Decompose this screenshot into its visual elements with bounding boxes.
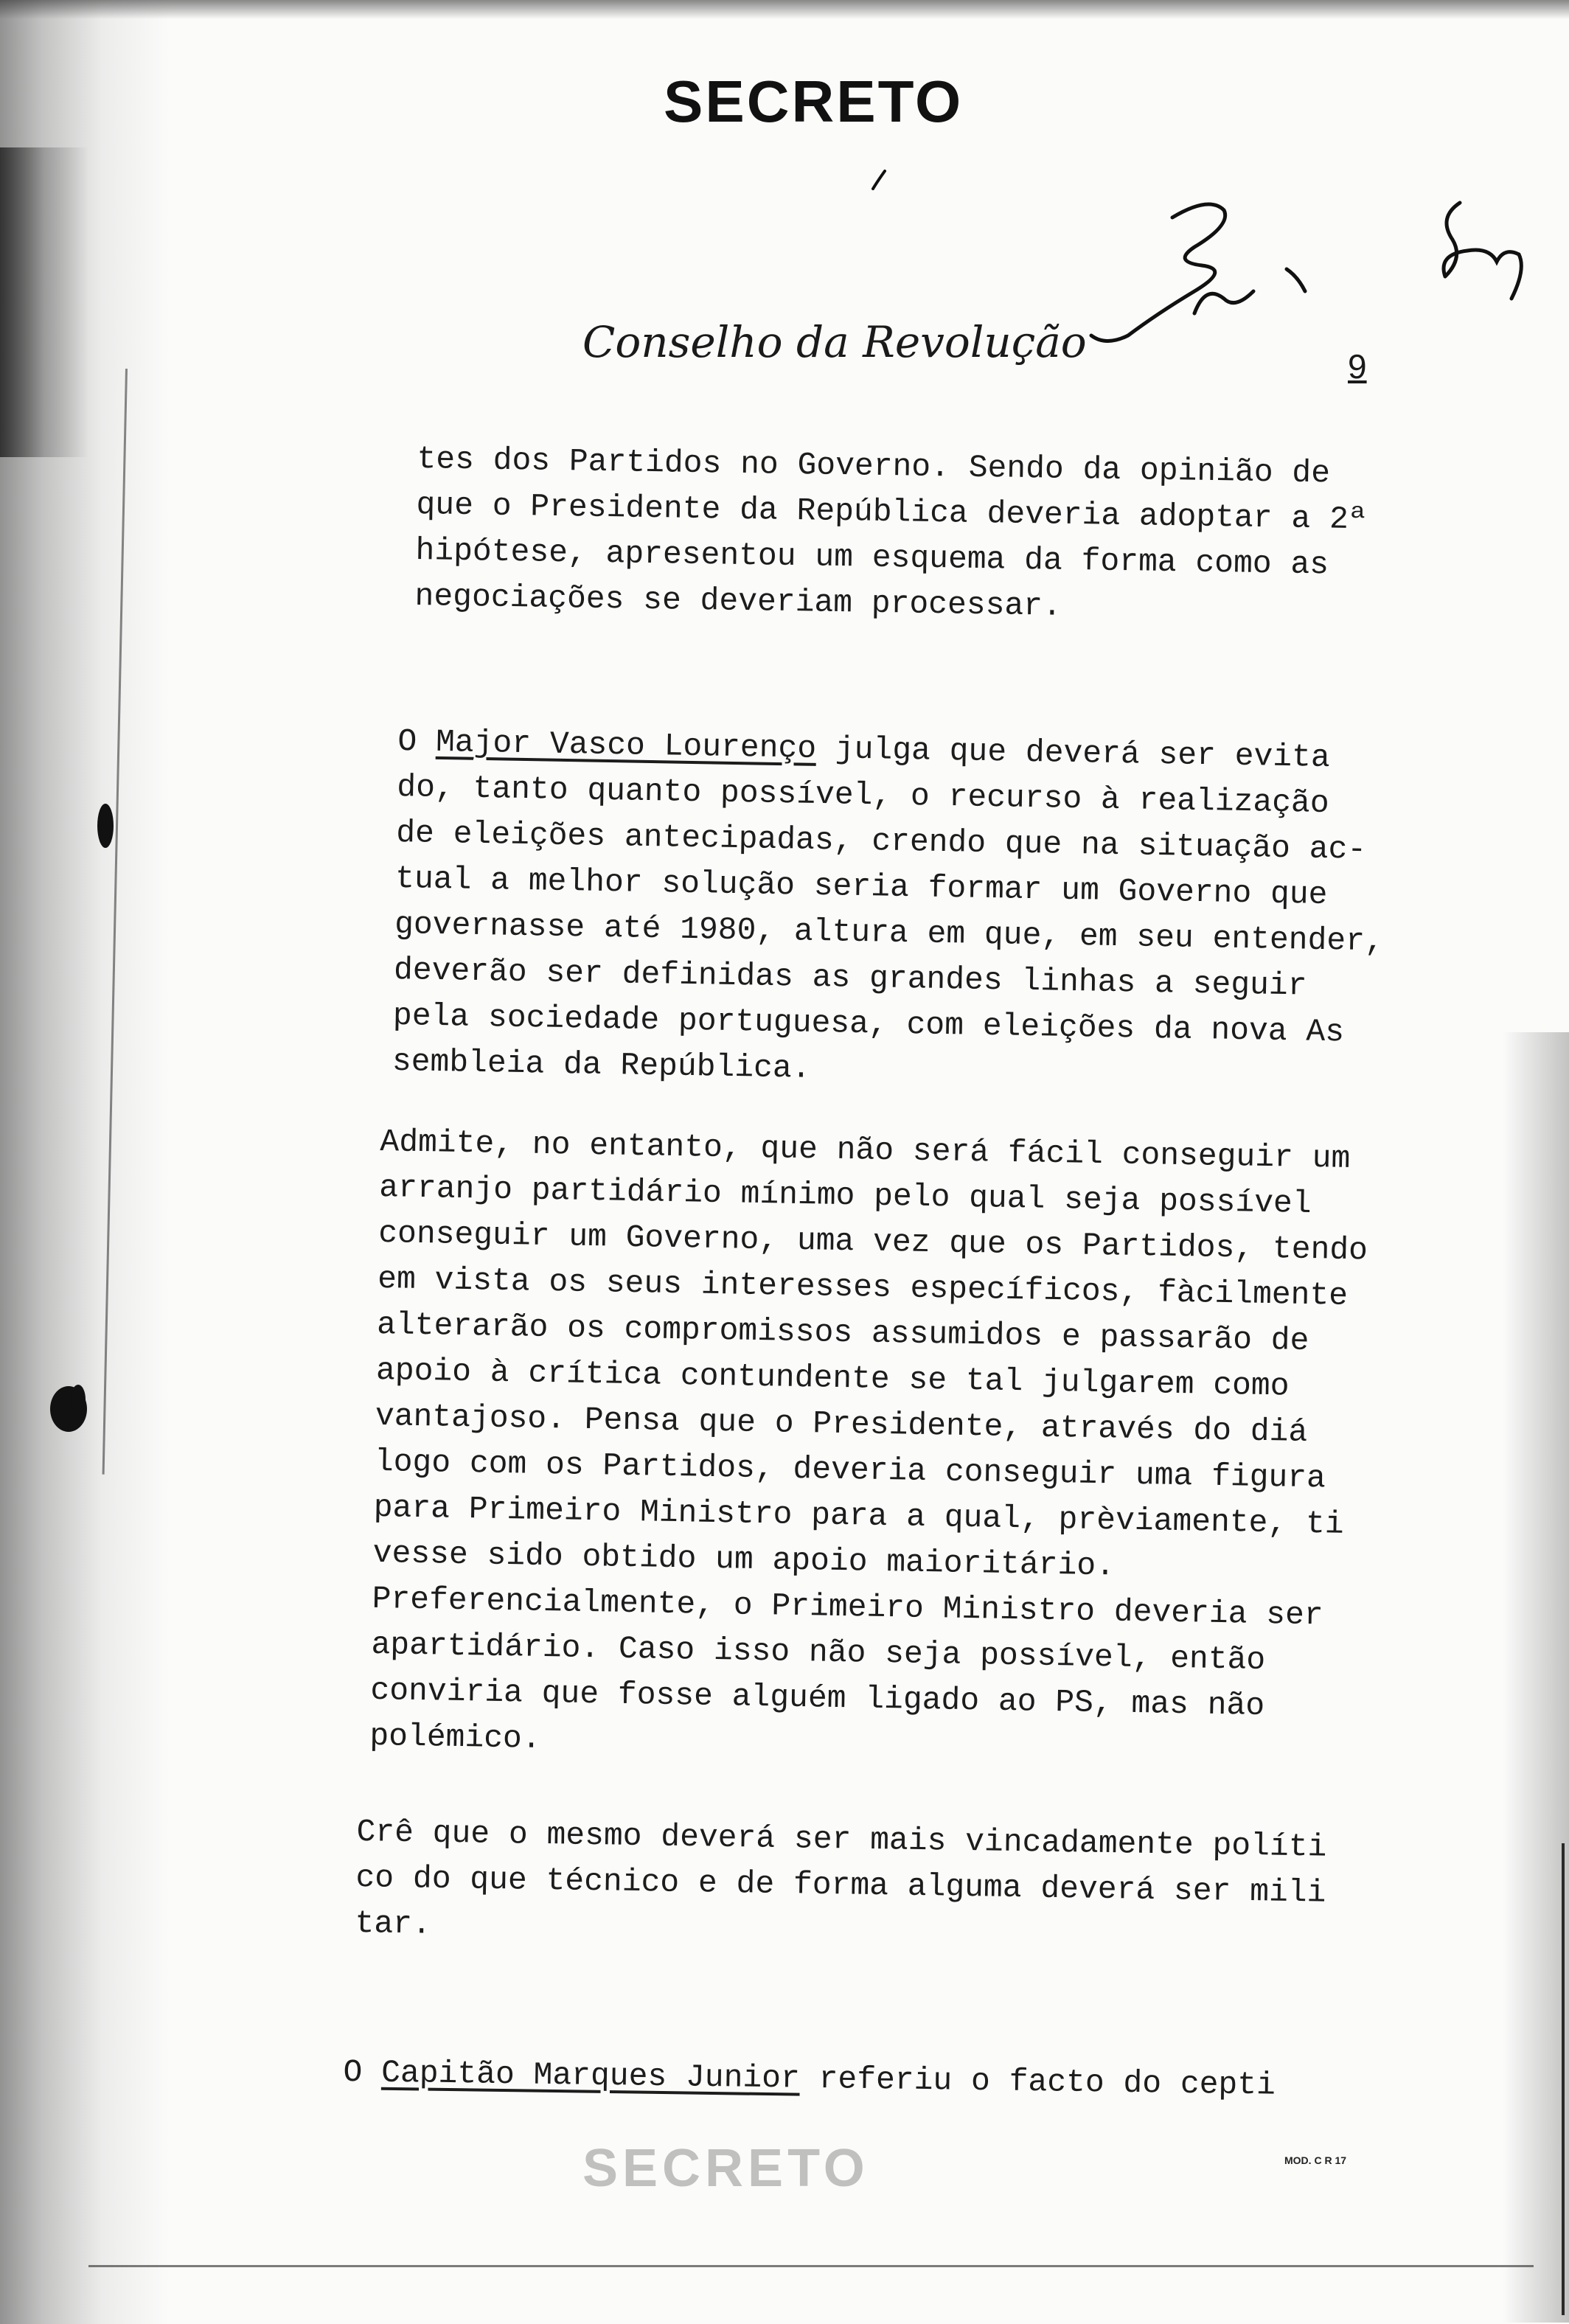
- page-number: 9: [1348, 347, 1367, 386]
- handwritten-initials: [1408, 188, 1534, 306]
- paragraph-cre: [355, 1809, 1327, 1962]
- text-fragment: O: [397, 723, 436, 760]
- text-fragment: julga que deverá ser evita: [815, 730, 1331, 776]
- form-code: MOD. C R 17: [1284, 2154, 1347, 2166]
- speaker-name: Major Vasco Lourenço: [435, 723, 817, 767]
- paragraph-major-vasco-lourenco: [392, 719, 1387, 1102]
- pen-tick-icon: [870, 168, 888, 190]
- photocopy-edge-right: [1503, 1032, 1569, 2323]
- classification-stamp-bottom: SECRETO: [582, 2139, 869, 2198]
- text-line: alterarão os compromissos assumidos e passarão de: [376, 1306, 1309, 1360]
- paragraph-capitao-marques-junior: [343, 2050, 1276, 2109]
- text-line: do, tanto quanto possível, o recurso à realização: [396, 768, 1330, 822]
- text-line: Admite, no entanto, que não será fácil conseguir um: [380, 1123, 1351, 1177]
- text-line: apoio à crítica contundente se tal julgarem como: [375, 1351, 1290, 1405]
- speaker-name: Capitão Marques Junior: [380, 2054, 801, 2097]
- ink-blot: [97, 804, 114, 848]
- text-line: [343, 2050, 1276, 2109]
- text-line: pela sociedade portuguesa, com eleições da nova As: [392, 997, 1345, 1051]
- ink-blot: [71, 1385, 86, 1414]
- text-line: deverão ser definidas as grandes linhas a seguir: [393, 951, 1307, 1004]
- text-line: conviria que fosse alguém ligado ao PS, mas não: [370, 1671, 1265, 1725]
- paragraph-continuation: [414, 436, 1368, 634]
- text-line: logo com os Partidos, deveria conseguir uma figura: [374, 1443, 1326, 1497]
- text-line: negociações se deveriam processar.: [414, 577, 1062, 625]
- text-line: apartidário. Caso isso não seja possível, então: [371, 1626, 1266, 1679]
- text-line: conseguir um Governo, uma vez que os Partidos, tendo: [378, 1214, 1368, 1269]
- text-line: arranjo partidário mínimo pelo qual seja possível: [378, 1169, 1312, 1222]
- page-border-bottom: [88, 2265, 1534, 2267]
- photocopy-shadow: [0, 147, 88, 457]
- text-line: tar.: [355, 1904, 432, 1943]
- text-line: vesse sido obtido um apoio maioritário.: [372, 1534, 1116, 1584]
- photocopy-edge-top: [0, 0, 1569, 19]
- text-line: governasse até 1980, altura em que, em seu entender,: [394, 905, 1385, 960]
- text-line: sembleia da República.: [392, 1043, 811, 1087]
- classification-stamp-top: SECRETO: [664, 69, 964, 134]
- text-line: para Primeiro Ministro para a qual, prèviamente, ti: [373, 1489, 1345, 1542]
- text-fragment: referiu o facto do cepti: [799, 2060, 1276, 2104]
- page-border-right: [1562, 1843, 1565, 2315]
- text-line: Preferencialmente, o Primeiro Ministro deveria ser: [372, 1580, 1324, 1634]
- text-line: co do que técnico e de forma alguma deverá ser mili: [355, 1859, 1326, 1911]
- letterhead: Conselho da Revolução: [582, 317, 1087, 367]
- text-line: tes dos Partidos no Governo. Sendo da opinião de: [417, 440, 1331, 492]
- text-line: Crê que o mesmo deverá ser mais vincadamente políti: [356, 1813, 1327, 1865]
- paragraph-admite: [369, 1119, 1370, 1776]
- text-line: de eleições antecipadas, crendo que na situação ac-: [395, 814, 1367, 868]
- text-line: hipótese, apresentou um esquema da forma como as: [415, 532, 1329, 583]
- text-line: tual a melhor solução seria formar um Governo que: [394, 860, 1328, 914]
- handwritten-signature: [1084, 188, 1327, 358]
- text-line: vantajoso. Pensa que o Presidente, através do diá: [375, 1397, 1308, 1451]
- text-line: em vista os seus interesses específicos, fàcilmente: [377, 1260, 1349, 1314]
- text-fragment: O: [343, 2053, 382, 2091]
- text-line: polémico.: [369, 1717, 542, 1757]
- text-line: que o Presidente da República deveria adoptar a 2ª: [416, 486, 1368, 538]
